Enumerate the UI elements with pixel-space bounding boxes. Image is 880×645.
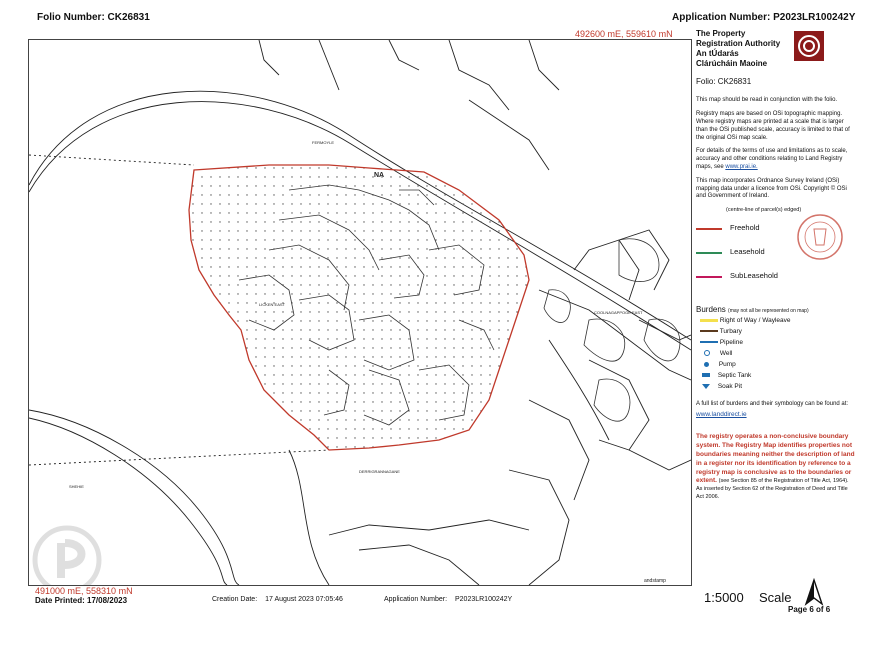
burden-well-label: Well <box>719 350 733 358</box>
scale-word: Scale <box>759 590 792 605</box>
burdens-full-list: A full list of burdens and their symbology can be found at: <box>696 401 849 408</box>
org-line-4: Clárúcháin Maoine <box>696 59 768 68</box>
burdens-section <box>696 305 856 397</box>
well-icon <box>704 350 710 356</box>
townland-label-west: SHEHIE <box>69 484 84 489</box>
soak-pit-icon <box>702 384 710 389</box>
legend-section <box>696 207 856 305</box>
townland-label-east: COOLNAGAPPOGE EAST <box>594 310 643 315</box>
legend-leasehold-label: Leasehold <box>730 247 765 257</box>
burden-well <box>700 350 732 358</box>
org-name <box>696 29 856 69</box>
burden-pump <box>700 361 736 369</box>
freehold-parcel[interactable] <box>189 165 529 450</box>
map-info-panel <box>696 29 856 609</box>
burden-right-of-way <box>700 317 791 325</box>
warning-normal-text: (see Section 85 of the Registration of Title Act, 1964). As inserted by Section 62 of the Registration of Deed and Title Act 2006. <box>696 478 849 500</box>
pipeline-swatch <box>700 341 718 343</box>
burden-pump-label: Pump <box>718 361 736 369</box>
burden-turbary <box>700 328 742 336</box>
burden-soak-pit <box>700 383 742 391</box>
panel-para-1: This map should be read in conjunction with the folio. <box>696 97 838 104</box>
turbary-swatch <box>700 330 718 332</box>
landdirect-link[interactable]: www.landdirect.ie <box>696 410 747 418</box>
application-number-header: Application Number: P2023LR100242Y <box>672 12 856 23</box>
burden-soak-pit-label: Soak Pit <box>717 383 743 391</box>
legend-freehold-label: Freehold <box>730 223 760 233</box>
freehold-swatch <box>696 228 722 230</box>
prai-logo-icon <box>794 31 824 61</box>
footer-application-number <box>384 596 512 603</box>
prai-link[interactable]: www.prai.ie. <box>725 163 758 170</box>
panel-para-3-text: For details of the terms of use and limitations as to scale, accuracy and other conditions relating to Land Registry maps, see <box>696 148 848 170</box>
scale-value: 1:5000 <box>704 590 744 605</box>
creation-date-label: Creation Date: <box>212 596 258 603</box>
warning-bold-text: The registry operates a non-conclusive boundary system. The Registry Map identifies properties not boundaries meaning neither the description of land in a register nor its identification by reference to a registry map is conclusive as to the boundaries or extent. <box>696 433 855 485</box>
road-label: NA <box>374 172 385 179</box>
panel-para-4: This map incorporates Ordnance Survey Ireland (OSi) mapping data under a licence from OSi. Copyright © OSi and Government of Ireland. <box>696 177 847 200</box>
creation-date <box>212 596 343 603</box>
subleasehold-swatch <box>696 276 722 278</box>
burdens-note: (may not all be represented on map) <box>728 308 809 315</box>
org-line-1: The Property <box>696 29 746 38</box>
date-printed: Date Printed: 17/08/2023 <box>35 596 128 605</box>
warning-block <box>696 433 856 501</box>
burden-right-of-way-label: Right of Way / Wayleave <box>719 317 791 325</box>
map-frame[interactable] <box>28 39 692 586</box>
burden-pipeline <box>700 339 743 347</box>
burden-septic-tank-label: Septic Tank <box>717 372 752 380</box>
panel-para-3 <box>696 148 856 171</box>
burden-septic-tank <box>700 372 751 380</box>
pump-icon <box>704 362 709 367</box>
townland-label-south: DERRIGRANNAGANE <box>359 469 400 474</box>
creation-date-value: 17 August 2023 07:05:46 <box>265 596 343 603</box>
burdens-heading <box>696 305 856 315</box>
bottom-left-coordinate: 491000 mE, 558310 mN <box>35 586 133 596</box>
page-number: Page 6 of 6 <box>788 605 831 614</box>
townland-boundary <box>29 155 194 165</box>
right-of-way-swatch <box>700 319 718 322</box>
burden-turbary-label: Turbary <box>719 328 742 336</box>
panel-para-2: Registry maps are based on OSi topographic mapping. Where registry maps are printed at a scale that is larger than the OSi published scale, accuracy is limited to that of the original OSi map scale. <box>696 111 850 141</box>
septic-tank-icon <box>702 373 710 377</box>
watermark-logo-icon <box>35 528 99 585</box>
burdens-title: Burdens <box>696 305 726 315</box>
footer-application-label: Application Number: <box>384 596 448 603</box>
centre-line-note: (centre-line of parcel(s) edged) <box>726 207 802 214</box>
org-line-2: Registration Authority <box>696 39 781 48</box>
folio-number-header: Folio Number: CK26831 <box>37 12 150 23</box>
org-line-3: An tÚdarás <box>696 49 739 58</box>
small-map-label: FERMOYLE <box>312 140 335 145</box>
registry-seal-icon <box>796 213 844 261</box>
burden-pipeline-label: Pipeline <box>719 339 743 347</box>
map-canvas[interactable] <box>29 40 691 585</box>
leasehold-swatch <box>696 252 722 254</box>
legend-subleasehold-label: SubLeasehold <box>730 271 778 281</box>
panel-folio: Folio: CK26831 <box>696 77 752 86</box>
north-arrow-icon <box>803 578 825 608</box>
footer-application-value: P2023LR100242Y <box>454 596 513 603</box>
townland-label-licken: LICKEN EAST <box>259 302 286 307</box>
map-stamp-label: andstamp <box>644 578 666 584</box>
top-right-coordinate: 492600 mE, 559610 mN <box>575 29 673 39</box>
